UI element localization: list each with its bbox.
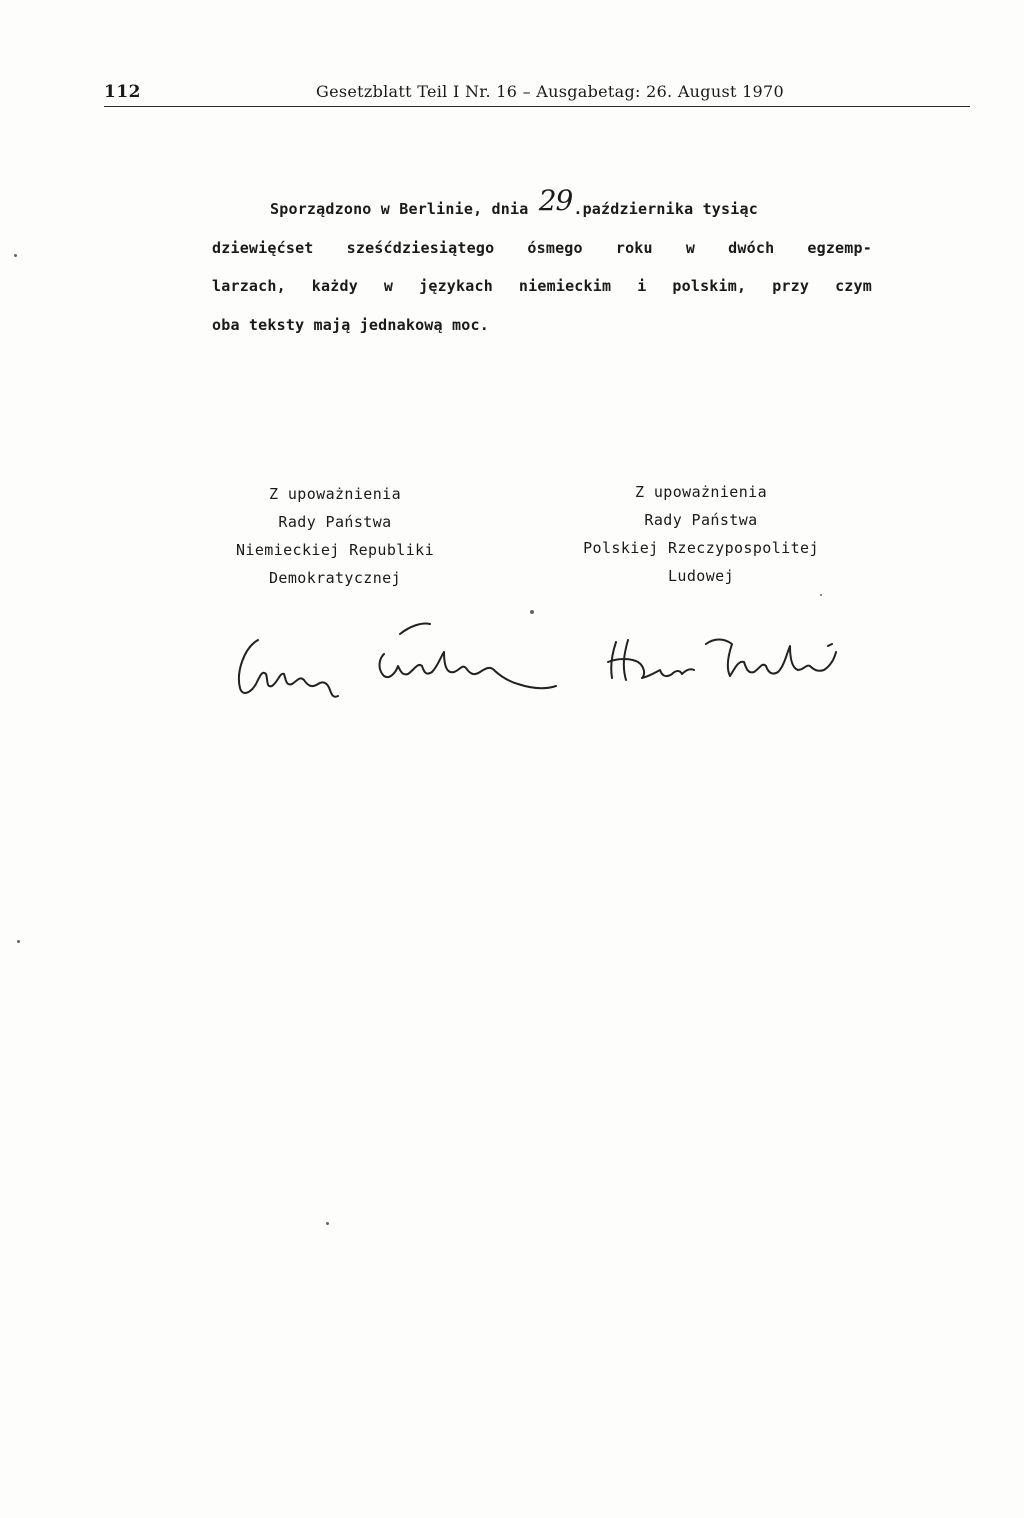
paper-speck [326, 1222, 329, 1225]
header-rule [104, 106, 970, 107]
signatory-prl-line-1: Z upoważnienia [634, 483, 768, 501]
closing-paragraph [212, 184, 872, 344]
signatory-gdr-line-2: Rady Państwa [278, 513, 392, 531]
page-header [104, 78, 970, 108]
signatory-prl-line-4: Ludowej [667, 567, 734, 585]
paper-speck [530, 610, 534, 614]
signature-left-second [380, 623, 557, 688]
signatory-prl-line-2: Rady Państwa [644, 511, 758, 529]
signatory-prl-line-3: Polskiej Rzeczypospolitej [583, 539, 819, 557]
signatures-area [200, 600, 860, 720]
page-number: 112 [104, 82, 141, 102]
signatory-gdr-line-4: Demokratycznej [268, 569, 402, 587]
paragraph-line-4: oba teksty mają jednakową moc. [212, 315, 489, 334]
paragraph-line-1 [212, 184, 872, 229]
paragraph-line-1-end: .października tysiąc [573, 200, 758, 218]
paragraph-line-1-start: Sporządzono w Berlinie, dnia [270, 200, 529, 218]
signatory-block-prl [556, 478, 846, 590]
running-head: Gesetzblatt Teil I Nr. 16 – Ausgabetag: 26. August 1970 [316, 82, 784, 101]
paper-speck [820, 594, 822, 596]
signature-right [608, 640, 836, 681]
signature-left-first [239, 640, 338, 697]
signatory-gdr-line-1: Z upoważnienia [268, 485, 402, 503]
signatory-block-gdr [200, 480, 470, 592]
paper-speck [17, 940, 20, 943]
paragraph-line-3: larzach, każdy w językach niemieckim i polskim, przy czym [212, 277, 872, 295]
signatory-gdr-line-3: Niemieckiej Republiki [235, 541, 435, 559]
paper-speck [14, 254, 17, 257]
handwritten-signatures [200, 600, 860, 720]
handwritten-day: 29 [538, 184, 573, 217]
paragraph-line-2: dziewięćset sześćdziesiątego ósmego roku w dwóch egzemp- [212, 238, 872, 257]
